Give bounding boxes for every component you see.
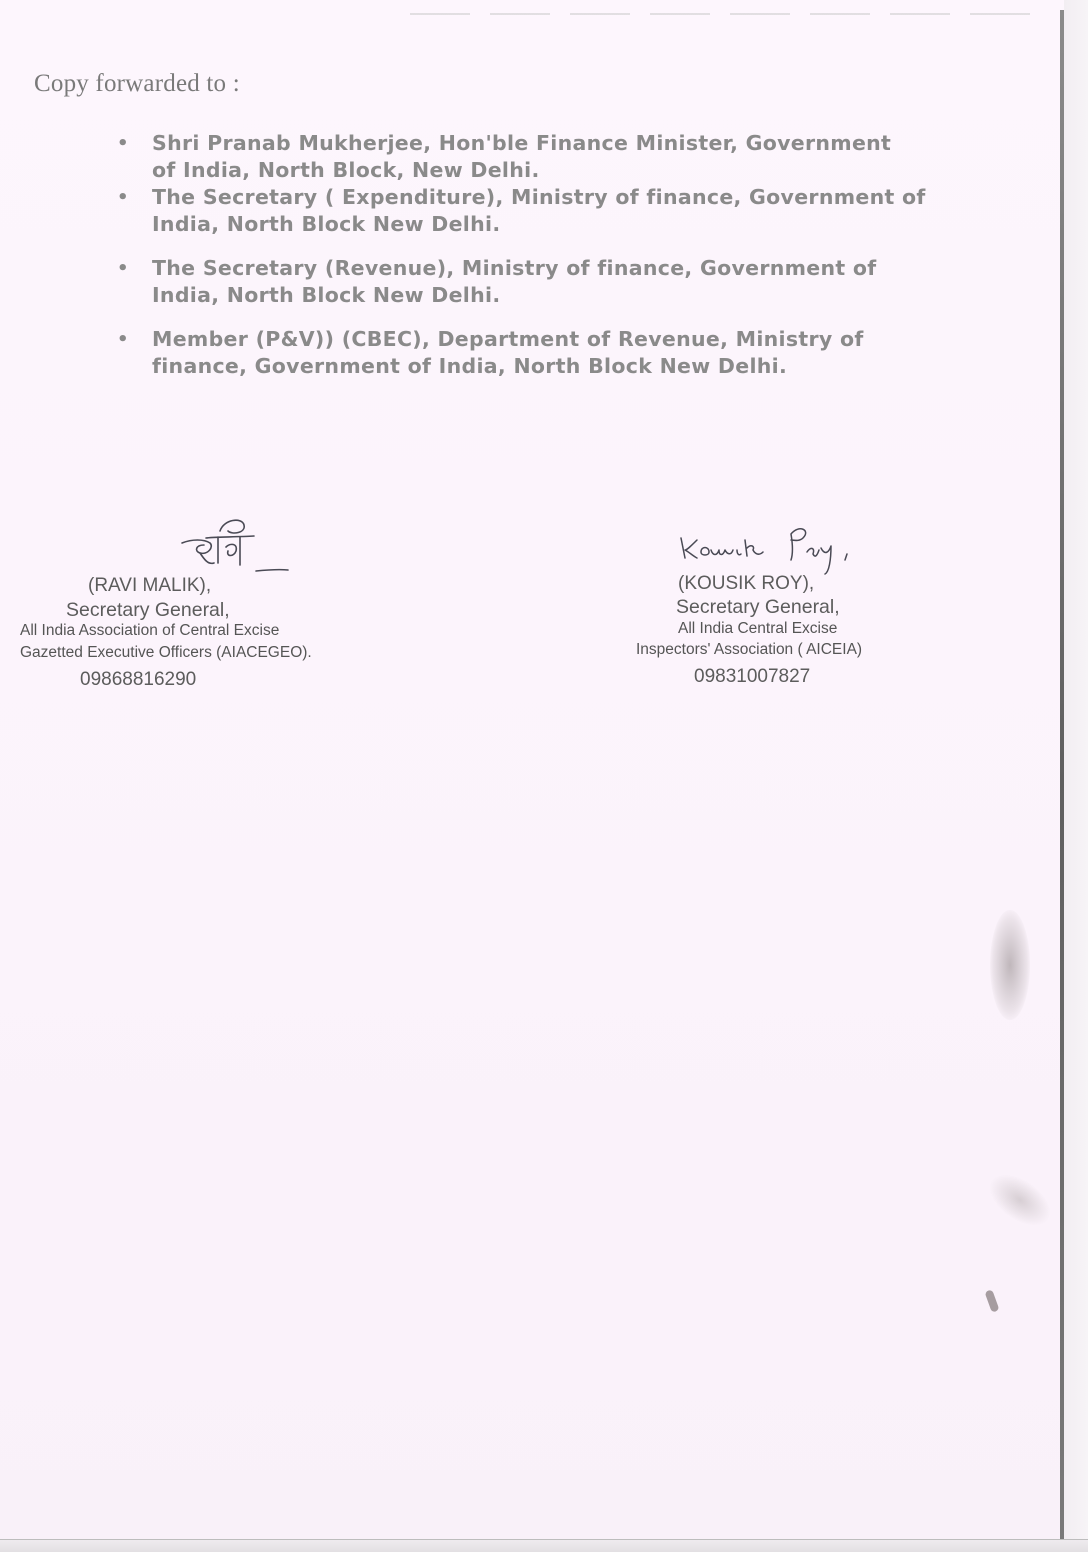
recipient-item <box>115 184 975 238</box>
recipient-line: India, North Block New Delhi. <box>152 212 501 236</box>
scan-smudge <box>990 910 1030 1020</box>
scan-right-edge <box>1060 10 1064 1550</box>
handwritten-signature <box>675 510 905 580</box>
bullet-icon: • <box>117 329 129 350</box>
recipient-line: The Secretary ( Expenditure), Ministry of finance, Government of <box>152 185 926 209</box>
signatory-organization: All India Association of Central Excise <box>20 622 280 639</box>
recipient-line: Member (P&V)) (CBEC), Department of Revenue, Ministry of <box>152 327 864 351</box>
copy-forwarded-heading: Copy forwarded to : <box>34 70 240 97</box>
recipient-line: finance, Government of India, North Block New Delhi. <box>152 354 788 378</box>
signatory-name: (KOUSIK ROY), <box>678 573 815 594</box>
recipient-item <box>115 326 975 380</box>
recipient-list <box>115 130 975 380</box>
signatory-organization: Gazetted Executive Officers (AIACEGEO). <box>20 644 312 661</box>
scan-bottom-edge <box>0 1539 1088 1552</box>
recipient-line: of India, North Block, New Delhi. <box>152 158 540 182</box>
signatory-phone: 09868816290 <box>80 669 197 690</box>
signatory-organization: All India Central Excise <box>678 620 838 637</box>
recipient-item <box>115 255 975 309</box>
handwritten-signature <box>170 513 300 578</box>
scan-smudge <box>980 1164 1060 1237</box>
signatory-title: Secretary General, <box>66 599 230 621</box>
signatory-title: Secretary General, <box>676 596 840 618</box>
signatory-name: (RAVI MALIK), <box>88 575 212 596</box>
scan-top-edge <box>410 13 1050 15</box>
bullet-icon: • <box>117 187 129 208</box>
scan-smudge <box>984 1289 999 1312</box>
recipient-line: The Secretary (Revenue), Ministry of finance, Government of <box>152 256 877 280</box>
scan-right-margin <box>1064 0 1088 1552</box>
recipient-line: India, North Block New Delhi. <box>152 283 501 307</box>
bullet-icon: • <box>117 258 129 279</box>
bullet-icon: • <box>117 133 129 154</box>
signatory-organization: Inspectors' Association ( AICEIA) <box>636 641 863 658</box>
recipient-line: Shri Pranab Mukherjee, Hon'ble Finance Minister, Government <box>152 131 892 155</box>
recipient-item <box>115 130 975 184</box>
signatory-phone: 09831007827 <box>694 666 811 687</box>
